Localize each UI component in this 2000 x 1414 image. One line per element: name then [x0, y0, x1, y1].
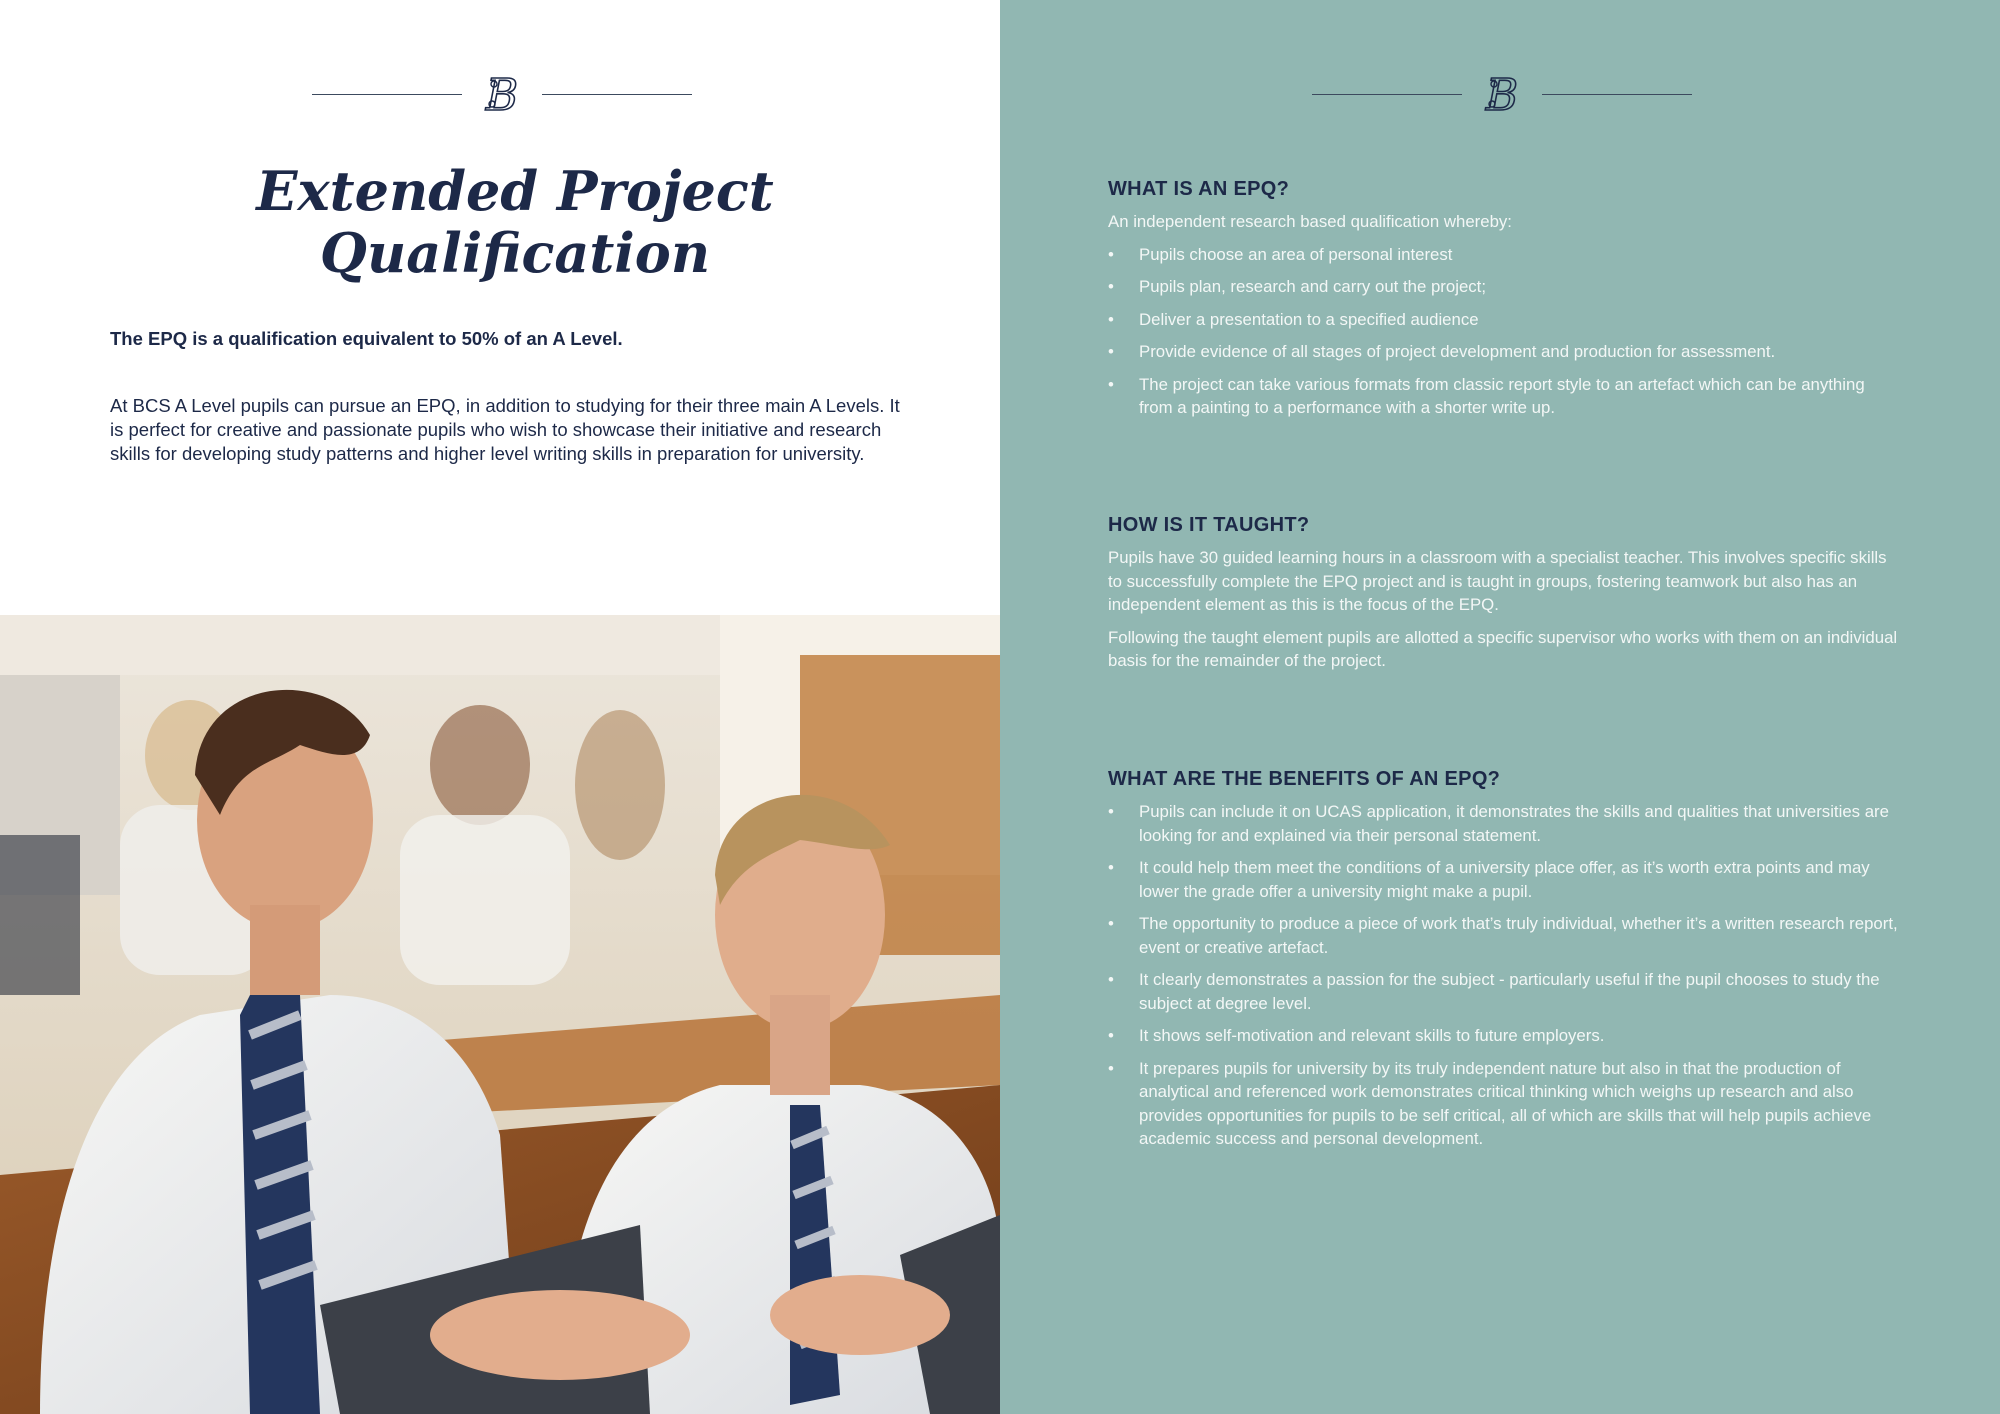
header-rule-right: [542, 94, 692, 95]
list-item: • Deliver a presentation to a specified audience: [1108, 308, 1898, 332]
b-monogram-icon: [1462, 66, 1542, 122]
section-paragraph: Pupils have 30 guided learning hours in a classroom with a specialist teacher. This involves specific skills to successfully complete the EPQ project and is taught in groups, fostering teamwork but also has an independent element as this is the focus of the EPQ.: [1108, 548, 1887, 614]
page-title: [150, 160, 880, 284]
section-how-taught: [1108, 512, 1898, 682]
header-rule-left: [1312, 94, 1462, 95]
bullet-list: [1108, 800, 1898, 1151]
right-page: [1000, 0, 2000, 1414]
title-line-1: Extended Project: [256, 159, 774, 223]
left-header-ornament: [312, 66, 692, 122]
section-heading: HOW IS IT TAUGHT?: [1108, 514, 1310, 536]
section-benefits: [1108, 766, 1898, 1160]
list-item: • Provide evidence of all stages of project development and production for assessment.: [1108, 340, 1898, 364]
list-item: • Pupils choose an area of personal interest: [1108, 243, 1898, 267]
list-item: • Pupils can include it on UCAS application, it demonstrates the skills and qualities that universities are looking for and explained via their personal statement.: [1108, 800, 1898, 847]
classroom-photo: [0, 615, 1000, 1414]
list-item: • Pupils plan, research and carry out the project;: [1108, 275, 1898, 299]
section-intro: An independent research based qualification whereby:: [1108, 212, 1512, 231]
list-item: • The project can take various formats from classic report style to an artefact which can be anything from a painting to a performance with a shorter write up.: [1108, 373, 1898, 420]
title-line-2: Qualification: [319, 221, 711, 285]
list-item: • The opportunity to produce a piece of work that’s truly individual, whether it’s a written research report, event or creative artefact.: [1108, 912, 1898, 959]
svg-text:B: B: [1485, 70, 1519, 120]
lead-statement: The EPQ is a qualification equivalent to 50% of an A Level.: [110, 328, 623, 349]
intro-paragraph: At BCS A Level pupils can pursue an EPQ, in addition to studying for their three main A Levels. It is perfect for creative and passionate pupils who wish to showcase their initiative and research skills for developing study patterns and higher level writing skills in preparation for university.: [110, 395, 900, 464]
header-rule-right: [1542, 94, 1692, 95]
list-item: • It prepares pupils for university by its truly independent nature but also in that the production of analytical and referenced work demonstrates critical thinking which weighs up research and also provides opportunities for pupils to be self critical, all of which are skills that will help pupils achieve academic success and personal development.: [1108, 1057, 1898, 1151]
section-heading: WHAT IS AN EPQ?: [1108, 178, 1290, 200]
section-heading: WHAT ARE THE BENEFITS OF AN EPQ?: [1108, 768, 1501, 790]
right-header-ornament: [1312, 66, 1692, 122]
bullet-list: [1108, 243, 1898, 420]
svg-text:B: B: [485, 70, 519, 120]
header-rule-left: [312, 94, 462, 95]
section-what-is-epq: [1108, 176, 1898, 429]
list-item: • It clearly demonstrates a passion for the subject - particularly useful if the pupil chooses to study the subject at degree level.: [1108, 968, 1898, 1015]
b-monogram-icon: [462, 66, 542, 122]
list-item: • It shows self-motivation and relevant skills to future employers.: [1108, 1024, 1898, 1048]
list-item: • It could help them meet the conditions of a university place offer, as it’s worth extra points and may lower the grade offer a university might make a pupil.: [1108, 856, 1898, 903]
section-paragraph: Following the taught element pupils are allotted a specific supervisor who works with them on an individual basis for the remainder of the project.: [1108, 627, 1898, 670]
